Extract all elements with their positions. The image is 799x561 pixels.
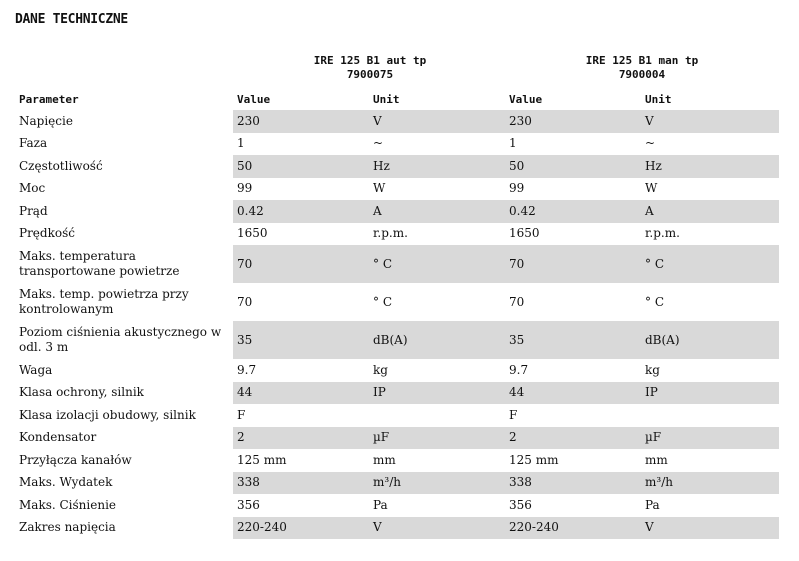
value-cell: 9.7 (505, 359, 641, 382)
table-row (15, 382, 779, 405)
unit-cell: mm (641, 449, 779, 472)
value-cell: 338 (505, 472, 641, 495)
parameter-cell: Klasa izolacji obudowy, silnik (15, 404, 233, 427)
unit-cell: V (369, 517, 505, 540)
column-header-unit: Unit (645, 92, 672, 106)
unit-cell: V (369, 110, 505, 133)
parameter-cell: Maks. temp. powietrza przy kontrolowanym (15, 283, 233, 321)
table-row (15, 472, 779, 495)
unit-cell: ° C (369, 245, 505, 283)
unit-cell: Pa (641, 494, 779, 517)
value-cell: 0.42 (505, 200, 641, 223)
product-header-1 (270, 54, 470, 82)
unit-cell (641, 404, 779, 427)
table-row (15, 155, 779, 178)
table-row (15, 200, 779, 223)
product-name: IRE 125 B1 aut tp (313, 54, 427, 67)
value-cell: 70 (233, 283, 369, 321)
parameter-cell: Częstotliwość (15, 155, 233, 178)
unit-cell: ~ (641, 133, 779, 156)
product-name: IRE 125 B1 man tp (585, 54, 699, 67)
product-code: 7900075 (346, 68, 394, 81)
value-cell: 1 (233, 133, 369, 156)
table-row (15, 427, 779, 450)
value-cell: 1 (505, 133, 641, 156)
spec-table (15, 88, 779, 539)
unit-cell: W (641, 178, 779, 201)
value-cell: 35 (233, 321, 369, 359)
unit-cell: m³/h (369, 472, 505, 495)
value-cell: 44 (505, 382, 641, 405)
unit-cell: Hz (641, 155, 779, 178)
value-cell: F (233, 404, 369, 427)
table-row (15, 494, 779, 517)
table-body (15, 110, 779, 539)
value-cell: F (505, 404, 641, 427)
value-cell: 99 (505, 178, 641, 201)
value-cell: 1650 (233, 223, 369, 246)
value-cell: 220-240 (233, 517, 369, 540)
product-code: 7900004 (618, 68, 666, 81)
unit-cell: µF (369, 427, 505, 450)
unit-cell: A (369, 200, 505, 223)
column-header-value: Value (509, 92, 543, 106)
parameter-cell: Zakres napięcia (15, 517, 233, 540)
parameter-cell: Klasa ochrony, silnik (15, 382, 233, 405)
unit-cell: m³/h (641, 472, 779, 495)
table-row (15, 517, 779, 540)
unit-cell: W (369, 178, 505, 201)
column-header-parameter: Parameter (19, 92, 79, 106)
table-row (15, 133, 779, 156)
value-cell: 230 (505, 110, 641, 133)
table-row (15, 110, 779, 133)
table-row (15, 359, 779, 382)
parameter-cell: Prędkość (15, 223, 233, 246)
value-cell: 2 (505, 427, 641, 450)
parameter-cell: Napięcie (15, 110, 233, 133)
value-cell: 9.7 (233, 359, 369, 382)
value-cell: 50 (505, 155, 641, 178)
value-cell: 70 (505, 245, 641, 283)
unit-cell: mm (369, 449, 505, 472)
table-row (15, 321, 779, 359)
value-cell: 35 (505, 321, 641, 359)
unit-cell: kg (641, 359, 779, 382)
unit-cell: kg (369, 359, 505, 382)
value-cell: 356 (505, 494, 641, 517)
parameter-cell: Moc (15, 178, 233, 201)
unit-cell: IP (641, 382, 779, 405)
value-cell: 125 mm (233, 449, 369, 472)
unit-cell: r.p.m. (369, 223, 505, 246)
parameter-cell: Prąd (15, 200, 233, 223)
parameter-cell: Faza (15, 133, 233, 156)
parameter-cell: Kondensator (15, 427, 233, 450)
unit-cell (369, 404, 505, 427)
value-cell: 70 (505, 283, 641, 321)
unit-cell: V (641, 110, 779, 133)
value-cell: 220-240 (505, 517, 641, 540)
table-row (15, 449, 779, 472)
unit-cell: Hz (369, 155, 505, 178)
table-row (15, 223, 779, 246)
value-cell: 0.42 (233, 200, 369, 223)
value-cell: 230 (233, 110, 369, 133)
page-title: DANE TECHNICZNE (15, 12, 128, 27)
parameter-cell: Maks. Wydatek (15, 472, 233, 495)
table-row (15, 283, 779, 321)
unit-cell: A (641, 200, 779, 223)
parameter-cell: Przyłącza kanałów (15, 449, 233, 472)
unit-cell: µF (641, 427, 779, 450)
value-cell: 338 (233, 472, 369, 495)
column-header-unit: Unit (373, 92, 400, 106)
value-cell: 125 mm (505, 449, 641, 472)
table-row (15, 404, 779, 427)
parameter-cell: Maks. temperatura transportowane powietrze (15, 245, 233, 283)
parameter-cell: Waga (15, 359, 233, 382)
unit-cell: ° C (641, 245, 779, 283)
value-cell: 1650 (505, 223, 641, 246)
unit-cell: ~ (369, 133, 505, 156)
value-cell: 70 (233, 245, 369, 283)
unit-cell: IP (369, 382, 505, 405)
value-cell: 50 (233, 155, 369, 178)
value-cell: 356 (233, 494, 369, 517)
table-row (15, 245, 779, 283)
product-header-2 (542, 54, 742, 82)
table-row (15, 178, 779, 201)
parameter-cell: Maks. Ciśnienie (15, 494, 233, 517)
value-cell: 44 (233, 382, 369, 405)
unit-cell: r.p.m. (641, 223, 779, 246)
header-row (15, 88, 779, 110)
value-cell: 2 (233, 427, 369, 450)
unit-cell: dB(A) (641, 321, 779, 359)
unit-cell: Pa (369, 494, 505, 517)
unit-cell: ° C (641, 283, 779, 321)
value-cell: 99 (233, 178, 369, 201)
column-header-value: Value (237, 92, 271, 106)
unit-cell: dB(A) (369, 321, 505, 359)
unit-cell: V (641, 517, 779, 540)
parameter-cell: Poziom ciśnienia akustycznego w odl. 3 m (15, 321, 233, 359)
unit-cell: ° C (369, 283, 505, 321)
